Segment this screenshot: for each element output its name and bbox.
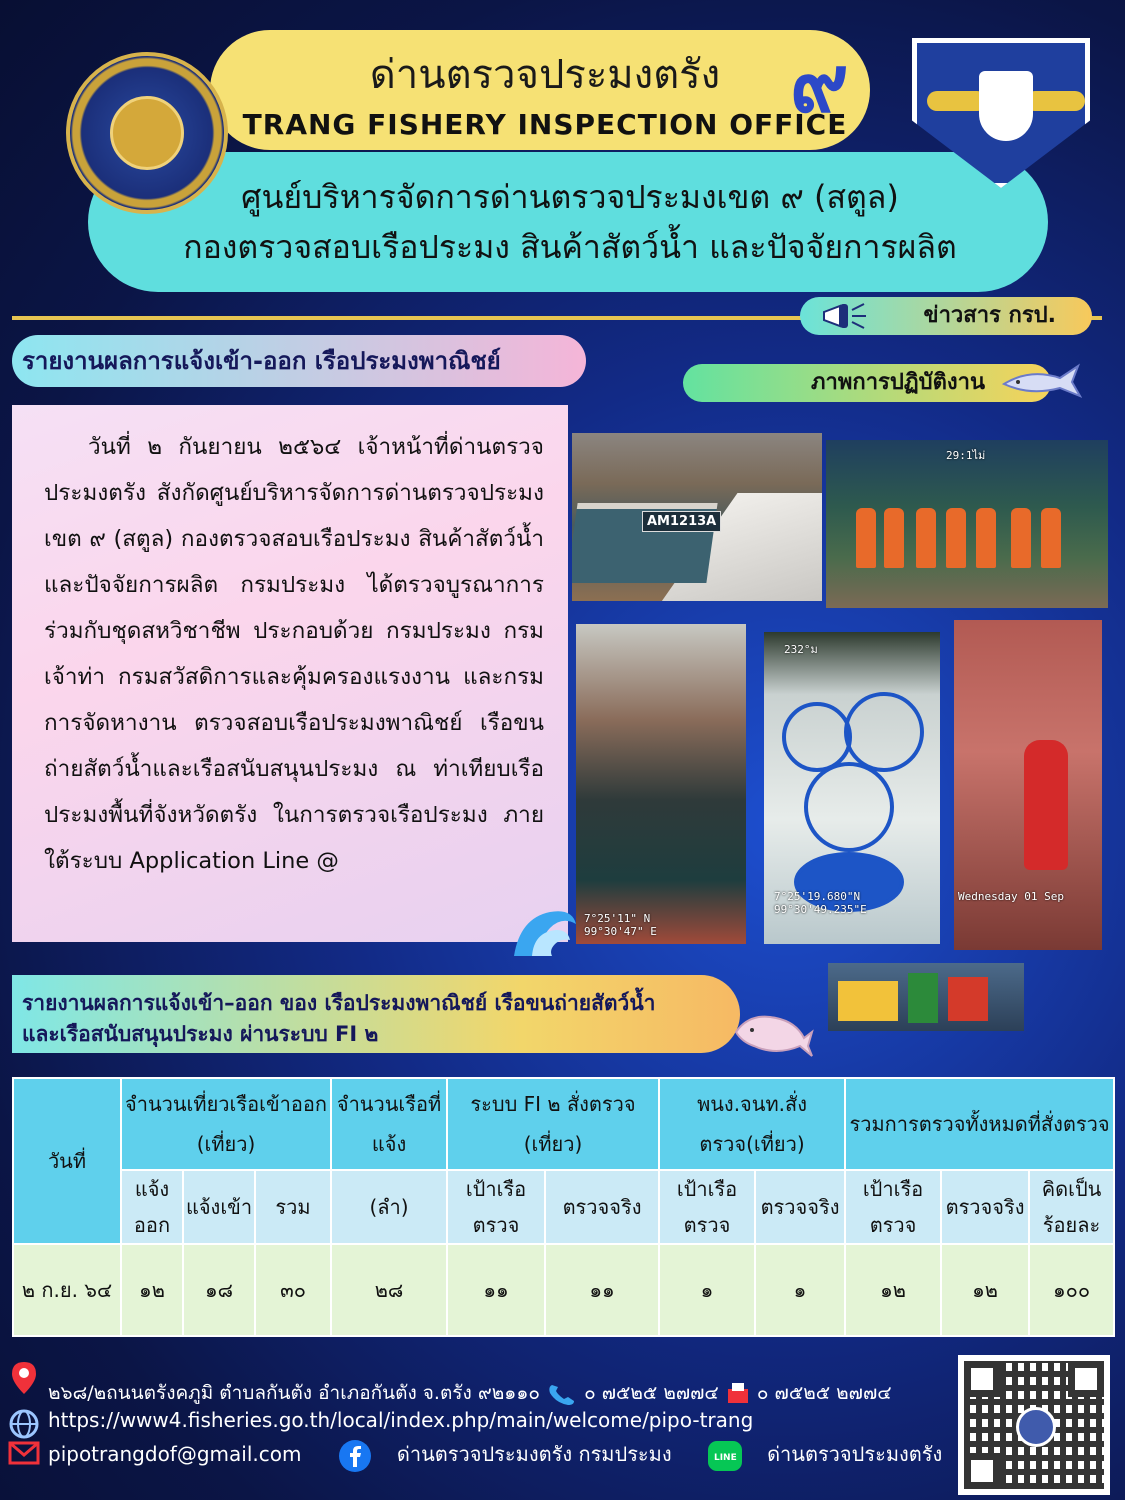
person [916, 508, 936, 568]
fire-extinguisher-photo [954, 620, 1102, 950]
deck-photo [576, 624, 746, 944]
photo-overlay-heading: 232°ม [784, 643, 818, 656]
cell-out: ๑๒ [121, 1244, 183, 1336]
cell-total-target: ๑๒ [845, 1244, 941, 1336]
page-title: ด่านตรวจประมงตรัง [369, 52, 721, 98]
cell-fi2-target: ๑๑ [447, 1244, 545, 1336]
header-trips: จำนวนเที่ยวเรือเข้าออก (เที่ยว) [121, 1078, 331, 1170]
cell-sum: ๓๐ [255, 1244, 331, 1336]
megaphone-icon [820, 300, 870, 339]
facebook-page[interactable]: ด่านตรวจประมงตรัง กรมประมง [396, 1442, 672, 1466]
cell-boats: ๒๘ [331, 1244, 447, 1336]
globe-icon [8, 1408, 40, 1440]
team-photo [826, 440, 1108, 608]
phone-icon [546, 1381, 578, 1407]
report-heading: รายงานผลการแจ้งเข้า-ออก เรือประมงพาณิชย์ [12, 335, 586, 387]
person [976, 508, 996, 568]
fish-hold-photo [764, 632, 940, 944]
fax: ๐ ๗๕๒๕ ๒๗๗๔ [756, 1382, 892, 1404]
header-fi2: ระบบ FI ๒ สั่งตรวจ (เที่ยว) [447, 1078, 659, 1170]
basket [804, 762, 894, 852]
body-text: วันที่ ๒ กันยายน ๒๕๖๔ เจ้าหน้าที่ด่านตรวจประมงตรัง สังกัดศูนย์บริหารจัดการด่านตรวจประมง เขต ๙ (สตูล) กองตรวจสอบเรือประมง สินค้าสัตว์น้ำ และปัจจัยการผลิต กรมประมง ได้ตรวจบูรณาการร่วมกับชุดสหวิชาชีพ ประกอบด้วย กรมประมง กรมเจ้าท่า กรมสวัสดิการและคุ้มครองแรงงาน และกรมการจัดหางาน ตรวจสอบเรือประมงพาณิชย์ เรือขนถ่ายสัตว์น้ำและเรือสนับสนุนประมง ณ ท่าเทียบเรือประมงพื้นที่จังหวัดตรัง ในการตรวจเรือประมง ภายใต้ระบบ Application Line @ [44, 434, 544, 874]
page-title-en: TRANG FISHERY INSPECTION OFFICE [242, 108, 848, 141]
wave-icon [510, 898, 580, 960]
address: ๒๖๘/๒ถนนตรังคภูมิ ตำบลกันตัง อำเภอกันตัง จ.ตรัง ๙๒๑๑๐ [48, 1382, 540, 1404]
section-heading-line-1: รายงานผลการแจ้งเข้า–ออก ของ เรือประมงพาณิชย์ เรือขนถ่ายสัตว์น้ำ [22, 991, 656, 1015]
table-row [13, 1244, 1114, 1336]
fire-extinguisher [1024, 740, 1068, 870]
subheader-total-actual: ตรวจจริง [941, 1170, 1029, 1244]
box [948, 977, 988, 1021]
phone: ๐ ๗๕๒๕ ๒๗๗๔ [584, 1382, 719, 1404]
qr-logo-icon [1016, 1407, 1056, 1447]
photo-overlay-time: 29:1ไม่ [946, 449, 986, 462]
photo-overlay-coords: 7°25'19.680"N 99°30'49.235"E [774, 890, 867, 916]
person [856, 508, 876, 568]
subheader-unit: (ลำ) [331, 1170, 447, 1244]
footer-address-line [48, 1378, 892, 1408]
basket [844, 692, 924, 772]
photo-heading: ภาพการปฏิบัติงาน [683, 364, 1051, 402]
cell-total-actual: ๑๒ [941, 1244, 1029, 1336]
header-officer: พนง.จนท.สั่งตรวจ(เที่ยว) [659, 1078, 845, 1170]
email-link[interactable]: pipotrangdof@gmail.com [48, 1442, 302, 1466]
cell-fi2-actual: ๑๑ [545, 1244, 659, 1336]
line-icon-label: LINE [713, 1452, 737, 1463]
qr-pattern [964, 1361, 1104, 1489]
supplies-photo [828, 963, 1024, 1031]
subheader-out: แจ้งออก [121, 1170, 183, 1244]
subheader-fi2-target: เป้าเรือตรวจ [447, 1170, 545, 1244]
department-of-fisheries-logo [66, 52, 228, 214]
subheader-in: แจ้งเข้า [183, 1170, 255, 1244]
subheader-officer-target: เป้าเรือตรวจ [659, 1170, 755, 1244]
cell-date: ๒ ก.ย. ๖๔ [13, 1244, 121, 1336]
header-date: วันที่ [13, 1078, 121, 1244]
subtitle-line-2: กองตรวจสอบเรือประมง สินค้าสัตว์น้ำ และปัจจัยการผลิต [183, 228, 957, 266]
subheader-sum: รวม [255, 1170, 331, 1244]
subheader-officer-actual: ตรวจจริง [755, 1170, 845, 1244]
email-icon [8, 1440, 40, 1466]
person [1011, 508, 1031, 568]
section-heading-line-2: และเรือสนับสนุนประมง ผ่านระบบ FI ๒ [22, 1022, 379, 1046]
shield-icon [979, 71, 1033, 141]
region-number: ๙ [790, 37, 849, 130]
person [884, 508, 904, 568]
inspection-table [12, 1077, 1113, 1337]
emblem-icon [110, 96, 184, 170]
qr-finder [1068, 1361, 1104, 1397]
box [838, 981, 898, 1021]
facebook-icon[interactable] [338, 1439, 372, 1473]
line-account[interactable]: ด่านตรวจประมงตรัง [767, 1442, 943, 1466]
shark-icon [1000, 362, 1082, 402]
photo-overlay-coords: 7°25'11" N 99°30'47" E [584, 912, 657, 938]
cell-percent: ๑๐๐ [1029, 1244, 1114, 1336]
qr-code[interactable] [958, 1355, 1110, 1495]
qr-finder [964, 1361, 1000, 1397]
qr-finder [964, 1453, 1000, 1489]
website-link[interactable]: https://www4.fisheries.go.th/local/index.php/main/welcome/pipo-trang [48, 1408, 754, 1432]
header-boats: จำนวนเรือที่แจ้ง [331, 1078, 447, 1170]
cell-in: ๑๘ [183, 1244, 255, 1336]
cell-officer-target: ๑ [659, 1244, 755, 1336]
cell-officer-actual: ๑ [755, 1244, 845, 1336]
person [1041, 508, 1061, 568]
news-tag: ข่าวสาร กรป. [800, 297, 1092, 335]
wing-icon [927, 91, 987, 111]
footer-contact-line [48, 1438, 942, 1473]
line-icon[interactable] [708, 1441, 742, 1471]
subtitle-line-1: ศูนย์บริหารจัดการด่านตรวจประมงเขต ๙ (สตูล) [241, 178, 899, 216]
boat-photo [572, 433, 822, 601]
fax-icon [725, 1381, 751, 1407]
boat-registration: AM1213A [642, 511, 721, 532]
photo-overlay-date: Wednesday 01 Sep [958, 890, 1064, 903]
subheader-fi2-actual: ตรวจจริง [545, 1170, 659, 1244]
subheader-percent: คิดเป็นร้อยละ [1029, 1170, 1114, 1244]
subheader-total-target: เป้าเรือตรวจ [845, 1170, 941, 1244]
bottle [908, 973, 938, 1023]
wing-icon [1025, 91, 1085, 111]
header-total: รวมการตรวจทั้งหมดที่สั่งตรวจ [845, 1078, 1114, 1170]
dolphin-icon [730, 1002, 814, 1058]
person [946, 508, 966, 568]
location-pin-icon [10, 1360, 38, 1396]
